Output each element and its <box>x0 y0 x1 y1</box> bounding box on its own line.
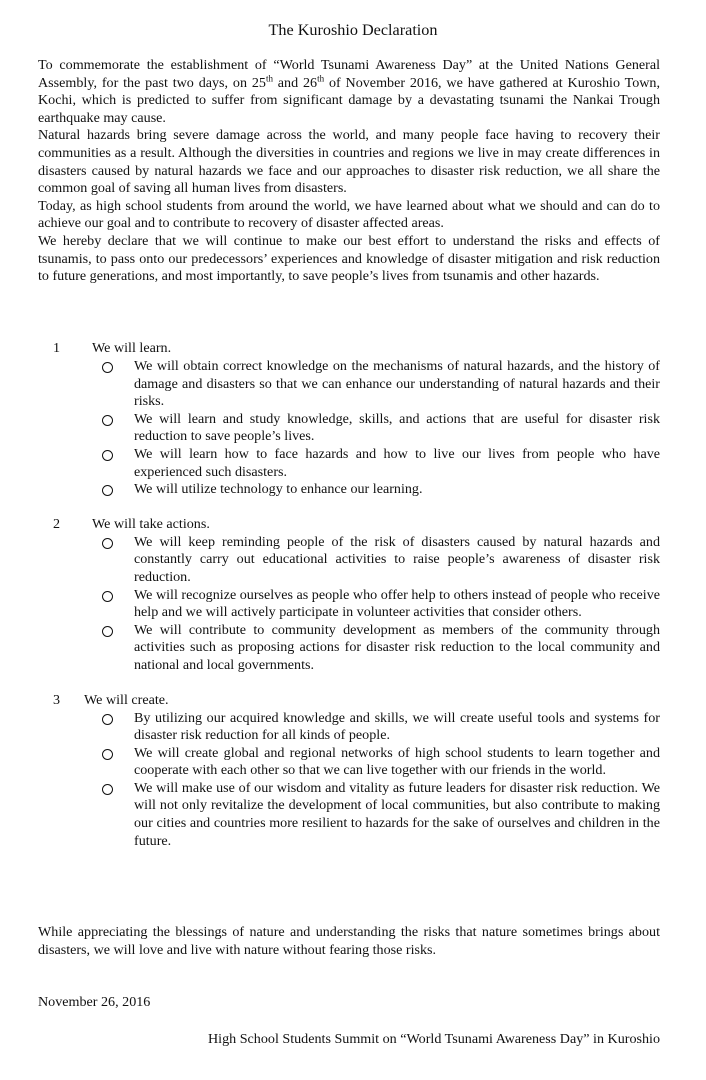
intro-paragraph-2: Natural hazards bring severe damage across the world, and many people face having to recovery their communities as a result. Although the diversities in countries and regions we live in may create differences in disasters caused by natural hazards we face and our approaches to disaster risk reduction, we all share the common goal of saving all human lives from disasters. <box>38 127 660 197</box>
intro-section <box>38 57 660 286</box>
section-heading <box>38 516 660 534</box>
list-item-text: We will make use of our wisdom and vitality as future leaders for disaster risk reduction. We will not only revitalize the development of local communities, but also contribute to making our cities and countries more resilient to hazards for the sake of ourselves and children in the future. <box>134 779 660 849</box>
section-heading <box>38 340 660 358</box>
declaration-date: November 26, 2016 <box>38 994 151 1010</box>
section-heading <box>38 692 660 710</box>
list-item <box>38 446 660 481</box>
list-item <box>38 534 660 587</box>
list-item <box>38 622 660 675</box>
section-label: We will create. <box>84 691 169 708</box>
circle-bullet-icon <box>102 450 113 461</box>
circle-bullet-icon <box>102 749 113 760</box>
list-item <box>38 481 660 499</box>
intro-p1-text-c: of November 2016, we have gathered at Kuroshio Town, Kochi, which is predicted to suffer from significant damage by a devastating tsunami the Nankai Trough earthquake may cause. <box>38 74 660 126</box>
list-item-text: We will utilize technology to enhance our learning. <box>134 481 423 498</box>
closing-statement <box>38 924 660 959</box>
list-item-text: We will contribute to community development as members of the community through activities such as proposing actions for disaster risk reduction to the local community and national and local governments. <box>134 621 660 673</box>
circle-bullet-icon <box>102 591 113 602</box>
section-number: 1 <box>53 340 61 356</box>
section-take-actions <box>38 516 660 675</box>
section-items <box>38 358 660 499</box>
list-item <box>38 411 660 446</box>
list-item <box>38 358 660 411</box>
circle-bullet-icon <box>102 362 113 373</box>
intro-paragraph-3: Today, as high school students from around the world, we have learned about what we should and can do to achieve our goal and to contribute to recovery of disaster affected areas. <box>38 197 660 232</box>
signature-line: High School Students Summit on “World Tsunami Awareness Day” in Kuroshio <box>208 1031 660 1047</box>
list-item <box>38 780 660 850</box>
intro-paragraph-1 <box>38 57 660 127</box>
circle-bullet-icon <box>102 714 113 725</box>
list-item-text: We will learn and study knowledge, skills, and actions that are useful for disaster risk reduction to save people’s lives. <box>134 410 660 445</box>
list-item-text: We will create global and regional networks of high school students to learn together and cooperate with each other so that we can live together with our friends in the world. <box>134 744 660 779</box>
section-create <box>38 692 660 851</box>
intro-paragraph-4: We hereby declare that we will continue to make our best effort to understand the risks and effects of tsunamis, to pass onto our predecessors’ experiences and knowledge of disaster mitigation and risk reduction to future generations, and most importantly, to save people’s lives from tsunamis and other hazards. <box>38 232 660 285</box>
section-label: We will learn. <box>92 340 172 356</box>
section-items <box>38 710 660 851</box>
section-items <box>38 534 660 675</box>
circle-bullet-icon <box>102 538 113 549</box>
declaration-sections <box>38 340 660 850</box>
document-title: The Kuroshio Declaration <box>268 21 438 39</box>
ordinal-suffix: th <box>317 72 325 83</box>
circle-bullet-icon <box>102 626 113 637</box>
list-item <box>38 710 660 745</box>
list-item-text: We will keep reminding people of the risk of disasters caused by natural hazards and constantly carry out educational activities to raise people’s awareness of disaster risk reduction. <box>134 533 660 585</box>
intro-p1-text-b: and 26 <box>272 74 318 91</box>
section-label: We will take actions. <box>92 515 210 532</box>
list-item-text: We will learn how to face hazards and how to live our lives from people who have experienced such disasters. <box>134 445 660 480</box>
section-number: 2 <box>53 515 61 532</box>
list-item <box>38 745 660 780</box>
list-item-text: We will recognize ourselves as people who offer help to others instead of people who receive help and we will actively participate in volunteer activities that consider others. <box>134 586 660 621</box>
list-item-text: By utilizing our acquired knowledge and skills, we will create useful tools and systems for disaster risk reduction for all kinds of people. <box>134 709 660 744</box>
list-item-text: We will obtain correct knowledge on the mechanisms of natural hazards, and the history of damage and disasters so that we can enhance our understanding of natural hazards and their risks. <box>134 358 660 410</box>
intro-p1-text-a: To commemorate the establishment of “World Tsunami Awareness Day” at the United Nations General Assembly, for the past two days, on 25 <box>38 57 660 91</box>
circle-bullet-icon <box>102 784 113 795</box>
ordinal-suffix: th <box>265 72 273 83</box>
section-number: 3 <box>53 691 61 708</box>
circle-bullet-icon <box>102 485 113 496</box>
list-item <box>38 587 660 622</box>
section-learn <box>38 340 660 499</box>
closing-paragraph: While appreciating the blessings of nature and understanding the risks that nature sometimes brings about disasters, we will love and live with nature without fearing those risks. <box>38 924 660 958</box>
circle-bullet-icon <box>102 415 113 426</box>
